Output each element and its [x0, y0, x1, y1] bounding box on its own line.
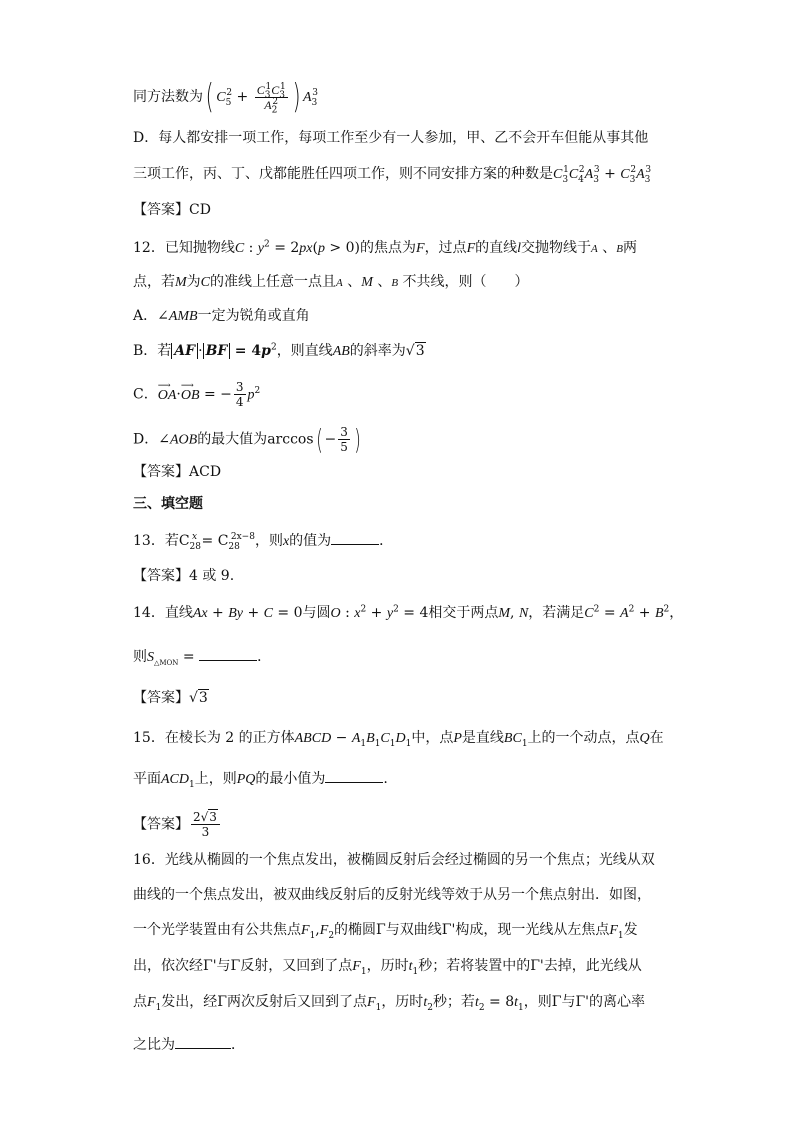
- text: 三项工作，丙、丁、戊都能胜任四项工作，则不同安排方案的种数是: [133, 166, 553, 182]
- question-16-line-1: 16．光线从椭圆的一个焦点发出，被椭圆反射后会经过椭圆的另一个焦点；光线从双: [133, 852, 655, 868]
- question-12-option-a: A．∠AMB一定为锐角或直角: [133, 308, 310, 324]
- option-c-continuation: 同方法数为( $C_5^2$ + $\frac{C_3^1C_3^1}{A_2^2}$ ) $A_3^3$: [133, 77, 318, 117]
- right-paren: ): [292, 77, 301, 117]
- answer-13: 【答案】4 或 9.: [133, 568, 235, 584]
- question-16-line-2: 曲线的一个焦点发出，被双曲线反射后的反射光线等效于从另一个焦点射出．如图，: [133, 887, 651, 903]
- question-12-option-d: D．∠AOB的最大值为arccos( − $\frac{3}{5}$ ): [133, 422, 361, 456]
- question-15-line-1: 15．在棱长为 2 的正方体ABCD − $A_1B_1C_1D_1$中，点P是直线$BC_1$上的一个动点，点Q在: [133, 730, 664, 749]
- question-16-line-3: 一个光学装置由有公共焦点$F_1,F_2$的椭圆Γ与双曲线Γ'构成，现一光线从左焦点$F_1$发: [133, 922, 638, 941]
- question-12-line-1: 12．已知抛物线C : $y^2 = 2px(p > 0)$的焦点为F，过点F的直线l交抛物线于A 、B两: [133, 239, 637, 256]
- answer-11: 【答案】CD: [133, 202, 211, 218]
- question-16-line-4: 出，依次经Γ'与Γ反射，又回到了点$F_1$，历时$t_1$秒；若将装置中的Γ'去掉，此光线从: [133, 958, 642, 977]
- question-14-line-1: 14．直线Ax + By + C = 0与圆O : $x^2 + y^2 = 4$相交于两点M, N，若满足$C^2 = A^2 + B^2$，: [133, 604, 684, 621]
- option-d-line-1: D．每人都安排一项工作，每项工作至少有一人参加，甲、乙不会开车但能从事其他: [133, 130, 649, 146]
- answer-15: 【答案】 $\frac{2√3}{3}$: [133, 810, 222, 839]
- fraction: $\frac{C_3^1C_3^1}{A_2^2}$: [256, 81, 286, 115]
- question-15-line-2: 平面$ACD_1$上，则PQ的最小值为 .: [133, 768, 388, 790]
- question-12-option-c: C．⟶ OA·⟶ OB = − $\frac{3}{4}$ $p^2$: [133, 380, 260, 409]
- answer-12: 【答案】ACD: [133, 464, 222, 480]
- left-paren: (: [205, 77, 214, 117]
- section-heading-fill-in: 三、填空题: [133, 496, 203, 512]
- question-12-option-b: B．若 AF · BF = $4p^2$，则直线AB的斜率为√3: [133, 342, 425, 359]
- question-14-line-2: 则$S_{\triangle MON}$ = ．: [133, 646, 271, 668]
- answer-14: 【答案】√3: [133, 690, 208, 706]
- question-16-line-5: 点$F_1$发出，经Γ两次反射后又回到了点$F_1$，历时$t_2$秒；若$t_2 = 8t_1$，则Γ与Γ'的离心率: [133, 994, 646, 1013]
- question-16-line-6: 之比为 ．: [133, 1034, 245, 1055]
- question-12-line-2: 点，若M为C的准线上任意一点且A 、M 、B 不共线，则（ ）: [133, 274, 529, 290]
- text: 同方法数为: [133, 89, 203, 105]
- option-d-line-2: 三项工作，丙、丁、戊都能胜任四项工作，则不同安排方案的种数是$C_3^1C_4^2A_3^3 + C_3^2A_3^3$: [133, 165, 652, 185]
- question-13: 13．若$C_{28}^x = C_{28}^{2x-8}$，则x的值为 ．: [133, 530, 393, 552]
